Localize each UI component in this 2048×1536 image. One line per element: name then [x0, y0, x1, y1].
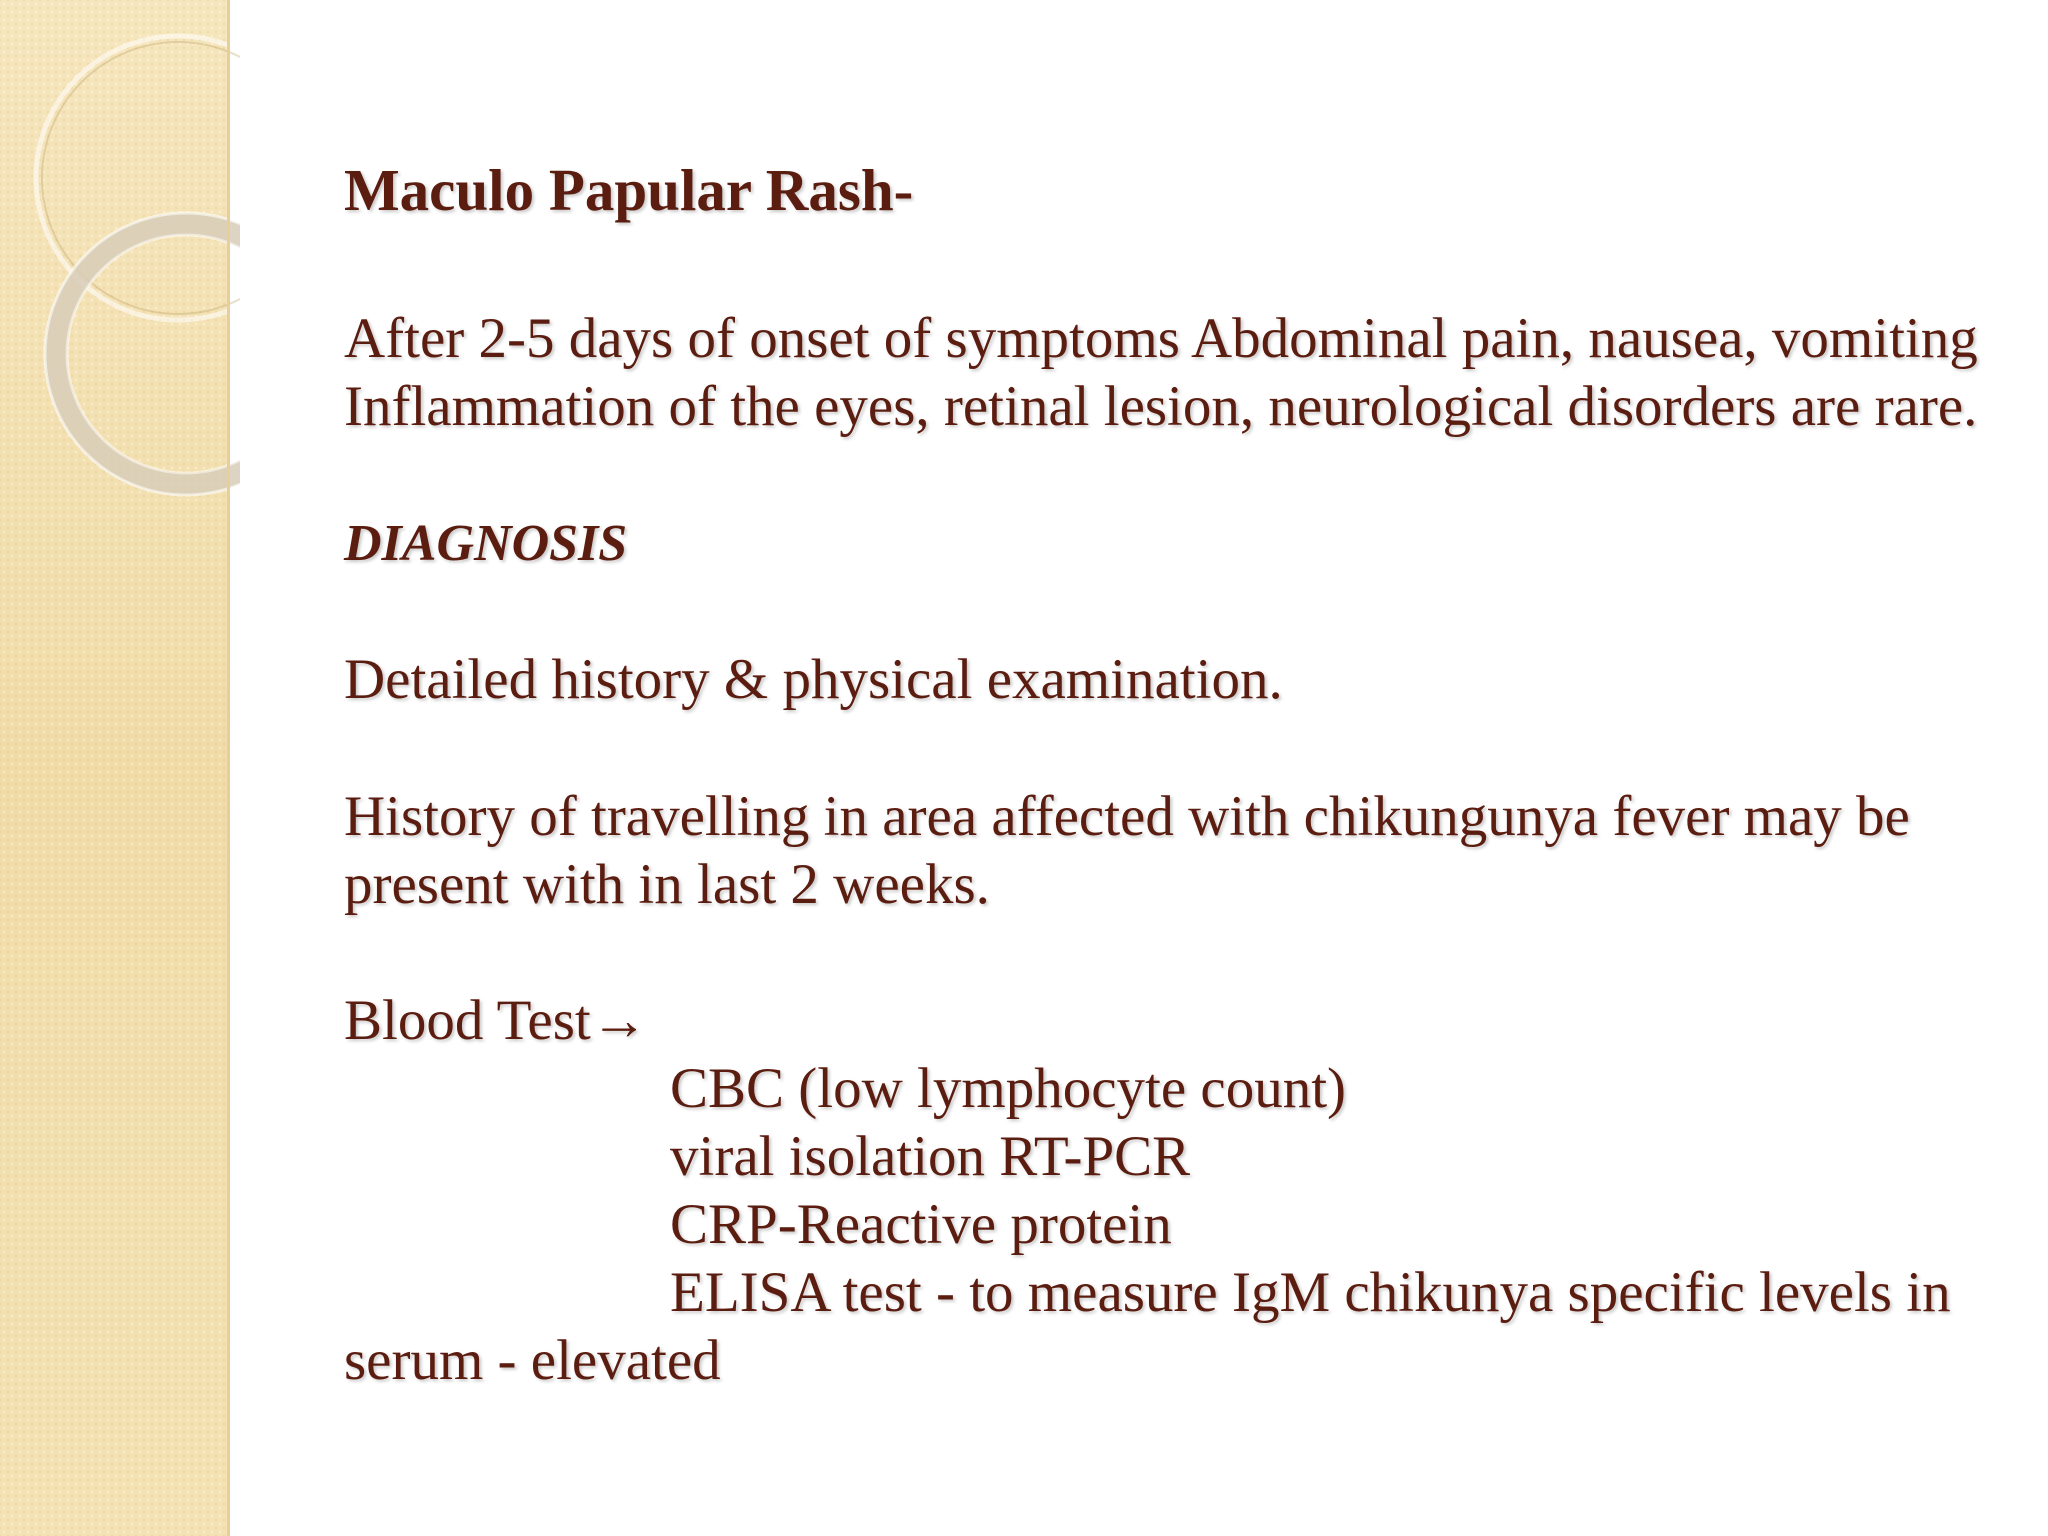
sidebar-divider: [227, 0, 230, 1536]
diagnosis-heading: DIAGNOSIS: [344, 515, 628, 572]
blood-test-item-crp: CRP-Reactive protein: [670, 1193, 1172, 1256]
travel-line-2: present with in last 2 weeks.: [344, 853, 990, 916]
blood-test-item-cbc: CBC (low lymphocyte count): [670, 1057, 1347, 1120]
blood-test-label: Blood Test→: [344, 989, 648, 1052]
decorative-rings: [0, 0, 240, 520]
blood-test-item-elisa: ELISA test - to measure IgM chikunya specific levels in: [670, 1261, 1951, 1324]
blood-test-continuation: serum - elevated: [344, 1329, 721, 1392]
travel-line-1: History of travelling in area affected with chikungunya fever may be: [344, 785, 1910, 848]
blood-test-item-rt-pcr: viral isolation RT-PCR: [670, 1125, 1191, 1188]
symptoms-line-2: Inflammation of the eyes, retinal lesion, neurological disorders are rare.: [344, 375, 1978, 438]
symptoms-line-1: After 2-5 days of onset of symptoms Abdominal pain, nausea, vomiting: [344, 307, 1978, 370]
decorative-sidebar: [0, 0, 229, 1536]
slide-title: Maculo Papular Rash-: [344, 157, 914, 223]
history-exam-line: Detailed history & physical examination.: [344, 648, 1283, 711]
